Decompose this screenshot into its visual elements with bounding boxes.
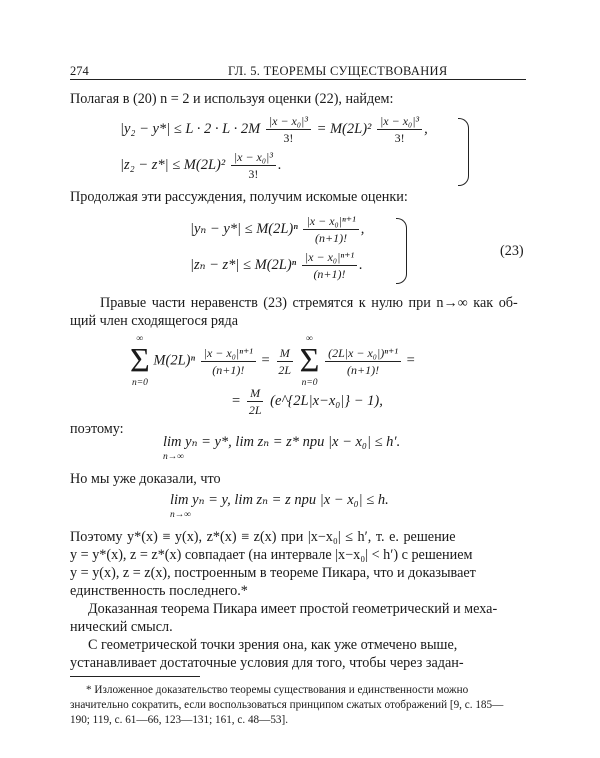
- limit-subscript-1: n→∞: [163, 452, 185, 462]
- brace-right: [458, 118, 469, 186]
- footnote-line1: * Изложенное доказательство теоремы существования и единственности можно: [86, 684, 469, 696]
- limit-star: lim yₙ = y*, lim zₙ = z* при |x − x₀| ≤ h′.: [163, 434, 401, 450]
- equation-number: (23): [500, 243, 524, 259]
- series-result: = $\frac{M}{2L}$ (e^{2L|x−x₀|} − 1),: [232, 386, 383, 417]
- footnote-line2: значительно сократить, если воспользоваться принципом сжатых отображений [9, с. 185—: [70, 699, 504, 711]
- paragraph-right-parts-2: щий член сходящегося ряда: [70, 313, 239, 329]
- page-number: 274: [70, 64, 89, 78]
- paragraph-picard-line2: нический смысл.: [70, 619, 173, 635]
- chapter-title: ГЛ. 5. ТЕОРЕМЫ СУЩЕСТВОВАНИЯ: [228, 64, 448, 78]
- paragraph-therefore: поэтому:: [70, 421, 124, 437]
- brace-right-2: [396, 218, 407, 284]
- paragraph-therefore-2-line3: y = y(x), z = z(x), построенным в теореме Пикара, что и доказывает: [70, 565, 476, 581]
- footnote-rule: [70, 676, 200, 677]
- paragraph-geometric-line1: С геометрической точки зрения она, как уже отмечено выше,: [88, 637, 458, 653]
- header-rule: [70, 79, 526, 80]
- paragraph-therefore-2-line1: Поэтому y*(x) ≡ y(x), z*(x) ≡ z(x) при |x−x₀| ≤ h′, т. е. решение: [70, 529, 456, 545]
- paragraph-intro: Полагая в (20) n = 2 и используя оценки (22), найдем:: [70, 91, 394, 107]
- paragraph-picard-line1: Доказанная теорема Пикара имеет простой геометрический и меха-: [88, 601, 498, 617]
- paragraph-therefore-2-line2: y = y*(x), z = z*(x) совпадает (на интервале |x−x₀| < h′) с решением: [70, 547, 473, 563]
- footnote-line3: 190; 119, с. 61—66, 123—131; 161, с. 48—53].: [70, 714, 289, 726]
- paragraph-already-proved: Но мы уже доказали, что: [70, 471, 221, 487]
- limit-subscript-2: n→∞: [170, 510, 192, 520]
- equation-zn: |zₙ − z*| ≤ M(2L)ⁿ $\frac{\text{|x − x₀|ⁿ⁺¹}}{(n+1)!}$ .: [190, 250, 363, 281]
- equation-yn: |yₙ − y*| ≤ M(2L)ⁿ $\frac{\text{|x − x₀|ⁿ⁺¹}}{(n+1)!}$ ,: [190, 214, 365, 245]
- equation-y2: |y₂ − y*| ≤ L · 2 · L · 2M $\frac{\text{|x − x₀|³}}{3!}$ = M(2L)² $\frac{\text{|x − x₀|³}}{3!}$ ,: [120, 114, 428, 145]
- series-equation: ∞ Σ n=0 M(2L)ⁿ $\frac{\text{|x − x₀|ⁿ⁺¹}}{(n+1)!}$ = $\frac{M}{2L}$ ∞ Σ n=0 $\frac{\text{(2L|x − x₀|)ⁿ⁺¹}}{(n+1)!}$ =: [130, 334, 415, 388]
- paragraph-therefore-2-line4: единственность последнего.*: [70, 583, 248, 599]
- limit-plain: lim yₙ = y, lim zₙ = z при |x − x₀| ≤ h.: [170, 492, 389, 508]
- paragraph-geometric-line2: устанавливает достаточные условия для того, чтобы через задан-: [70, 655, 464, 671]
- paragraph-right-parts-1: Правые части неравенств (23) стремятся к нулю при n→∞ как об-: [100, 295, 518, 311]
- equation-z2: |z₂ − z*| ≤ M(2L)² $\frac{\text{|x − x₀|³}}{3!}$ .: [120, 150, 282, 181]
- paragraph-continue: Продолжая эти рассуждения, получим искомые оценки:: [70, 189, 408, 205]
